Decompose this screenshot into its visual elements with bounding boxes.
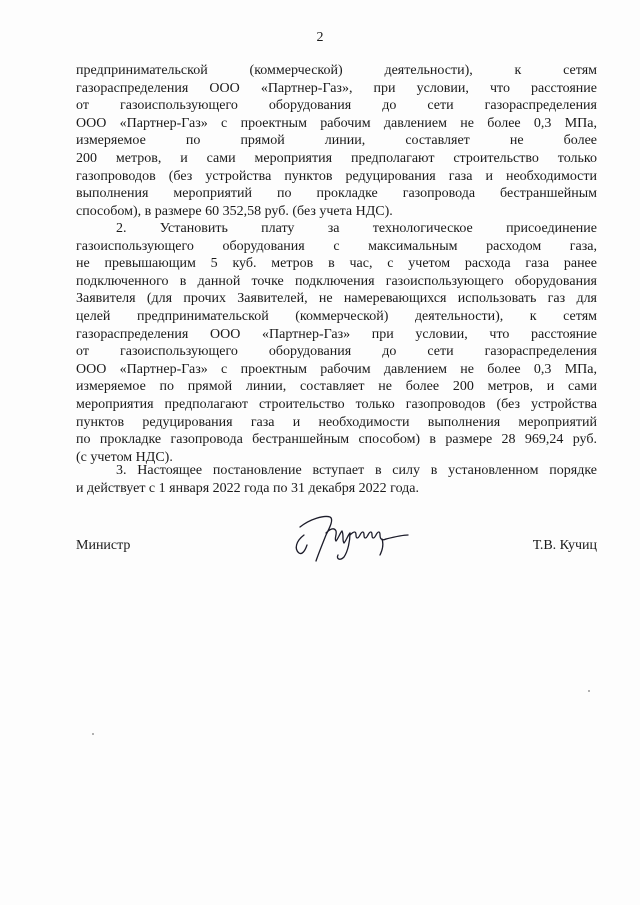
text-line: и действует с 1 января 2022 года по 31 декабря 2022 года. [76,480,420,496]
text-line: 3. Настоящее постановление вступает в силу в установленном порядке [116,463,597,478]
text-line: не превышающим 5 куб. метров в час, с учетом расхода газа ранее [76,256,597,272]
text-line: 200 метров, и сами мероприятия предполагают строительство только [76,150,597,166]
signatory-name: Т.В. Кучиц [532,538,597,553]
text-line: подключенного в данной точке подключения газоиспользующего оборудования [76,273,597,289]
scan-speck [588,690,590,692]
paragraph-3 [76,462,597,497]
text-line: (с учетом НДС). [76,449,173,465]
text-line: газораспределения ООО «Партнер-Газ» при условии, что расстояние [76,326,597,342]
text-line: измеряемое по прямой линии, составляет не более [76,133,597,149]
text-line: от газоиспользующего оборудования до сети газораспределения [76,98,597,114]
text-line: измеряемое по прямой линии, составляет не более 200 метров, и сами [76,379,597,395]
text-line: выполнения мероприятий по прокладке газопровода бестраншейным [76,186,597,202]
text-line: 2. Установить плату за технологическое присоединение [116,221,597,236]
paragraph-1-continuation [76,62,597,220]
page-number: 2 [316,30,324,45]
text-line: предпринимательской (коммерческой) деятельности), к сетям [76,63,597,78]
text-line: по прокладке газопровода бестраншейным способом) в размере 28 969,24 руб. [76,432,597,448]
paragraph-2 [76,220,597,466]
signatory-position: Министр [76,538,131,553]
text-line: способом), в размере 60 352,58 руб. (без учета НДС). [76,203,393,219]
scan-speck [92,733,94,735]
text-line: Заявителя (для прочих Заявителей, не намеревающихся использовать газ для [76,291,597,307]
text-line: газоиспользующего оборудования с максимальным расходом газа, [76,238,597,254]
text-line: газораспределения ООО «Партнер-Газ», при условии, что расстояние [76,80,597,96]
text-line: целей предпринимательской (коммерческой) деятельности), к сетям [76,308,597,324]
handwritten-signature-icon [290,505,440,565]
text-line: пунктов редуцирования газа и необходимости выполнения мероприятий [76,414,597,430]
text-line: мероприятия предполагают строительство только газопроводов (без устройства [76,396,597,412]
text-line: ООО «Партнер-Газ» с проектным рабочим давлением не более 0,3 МПа, [76,115,597,131]
text-line: от газоиспользующего оборудования до сети газораспределения [76,344,597,360]
text-line: ООО «Партнер-Газ» с проектным рабочим давлением не более 0,3 МПа, [76,361,597,377]
text-line: газопроводов (без устройства пунктов редуцирования газа и необходимости [76,168,597,184]
